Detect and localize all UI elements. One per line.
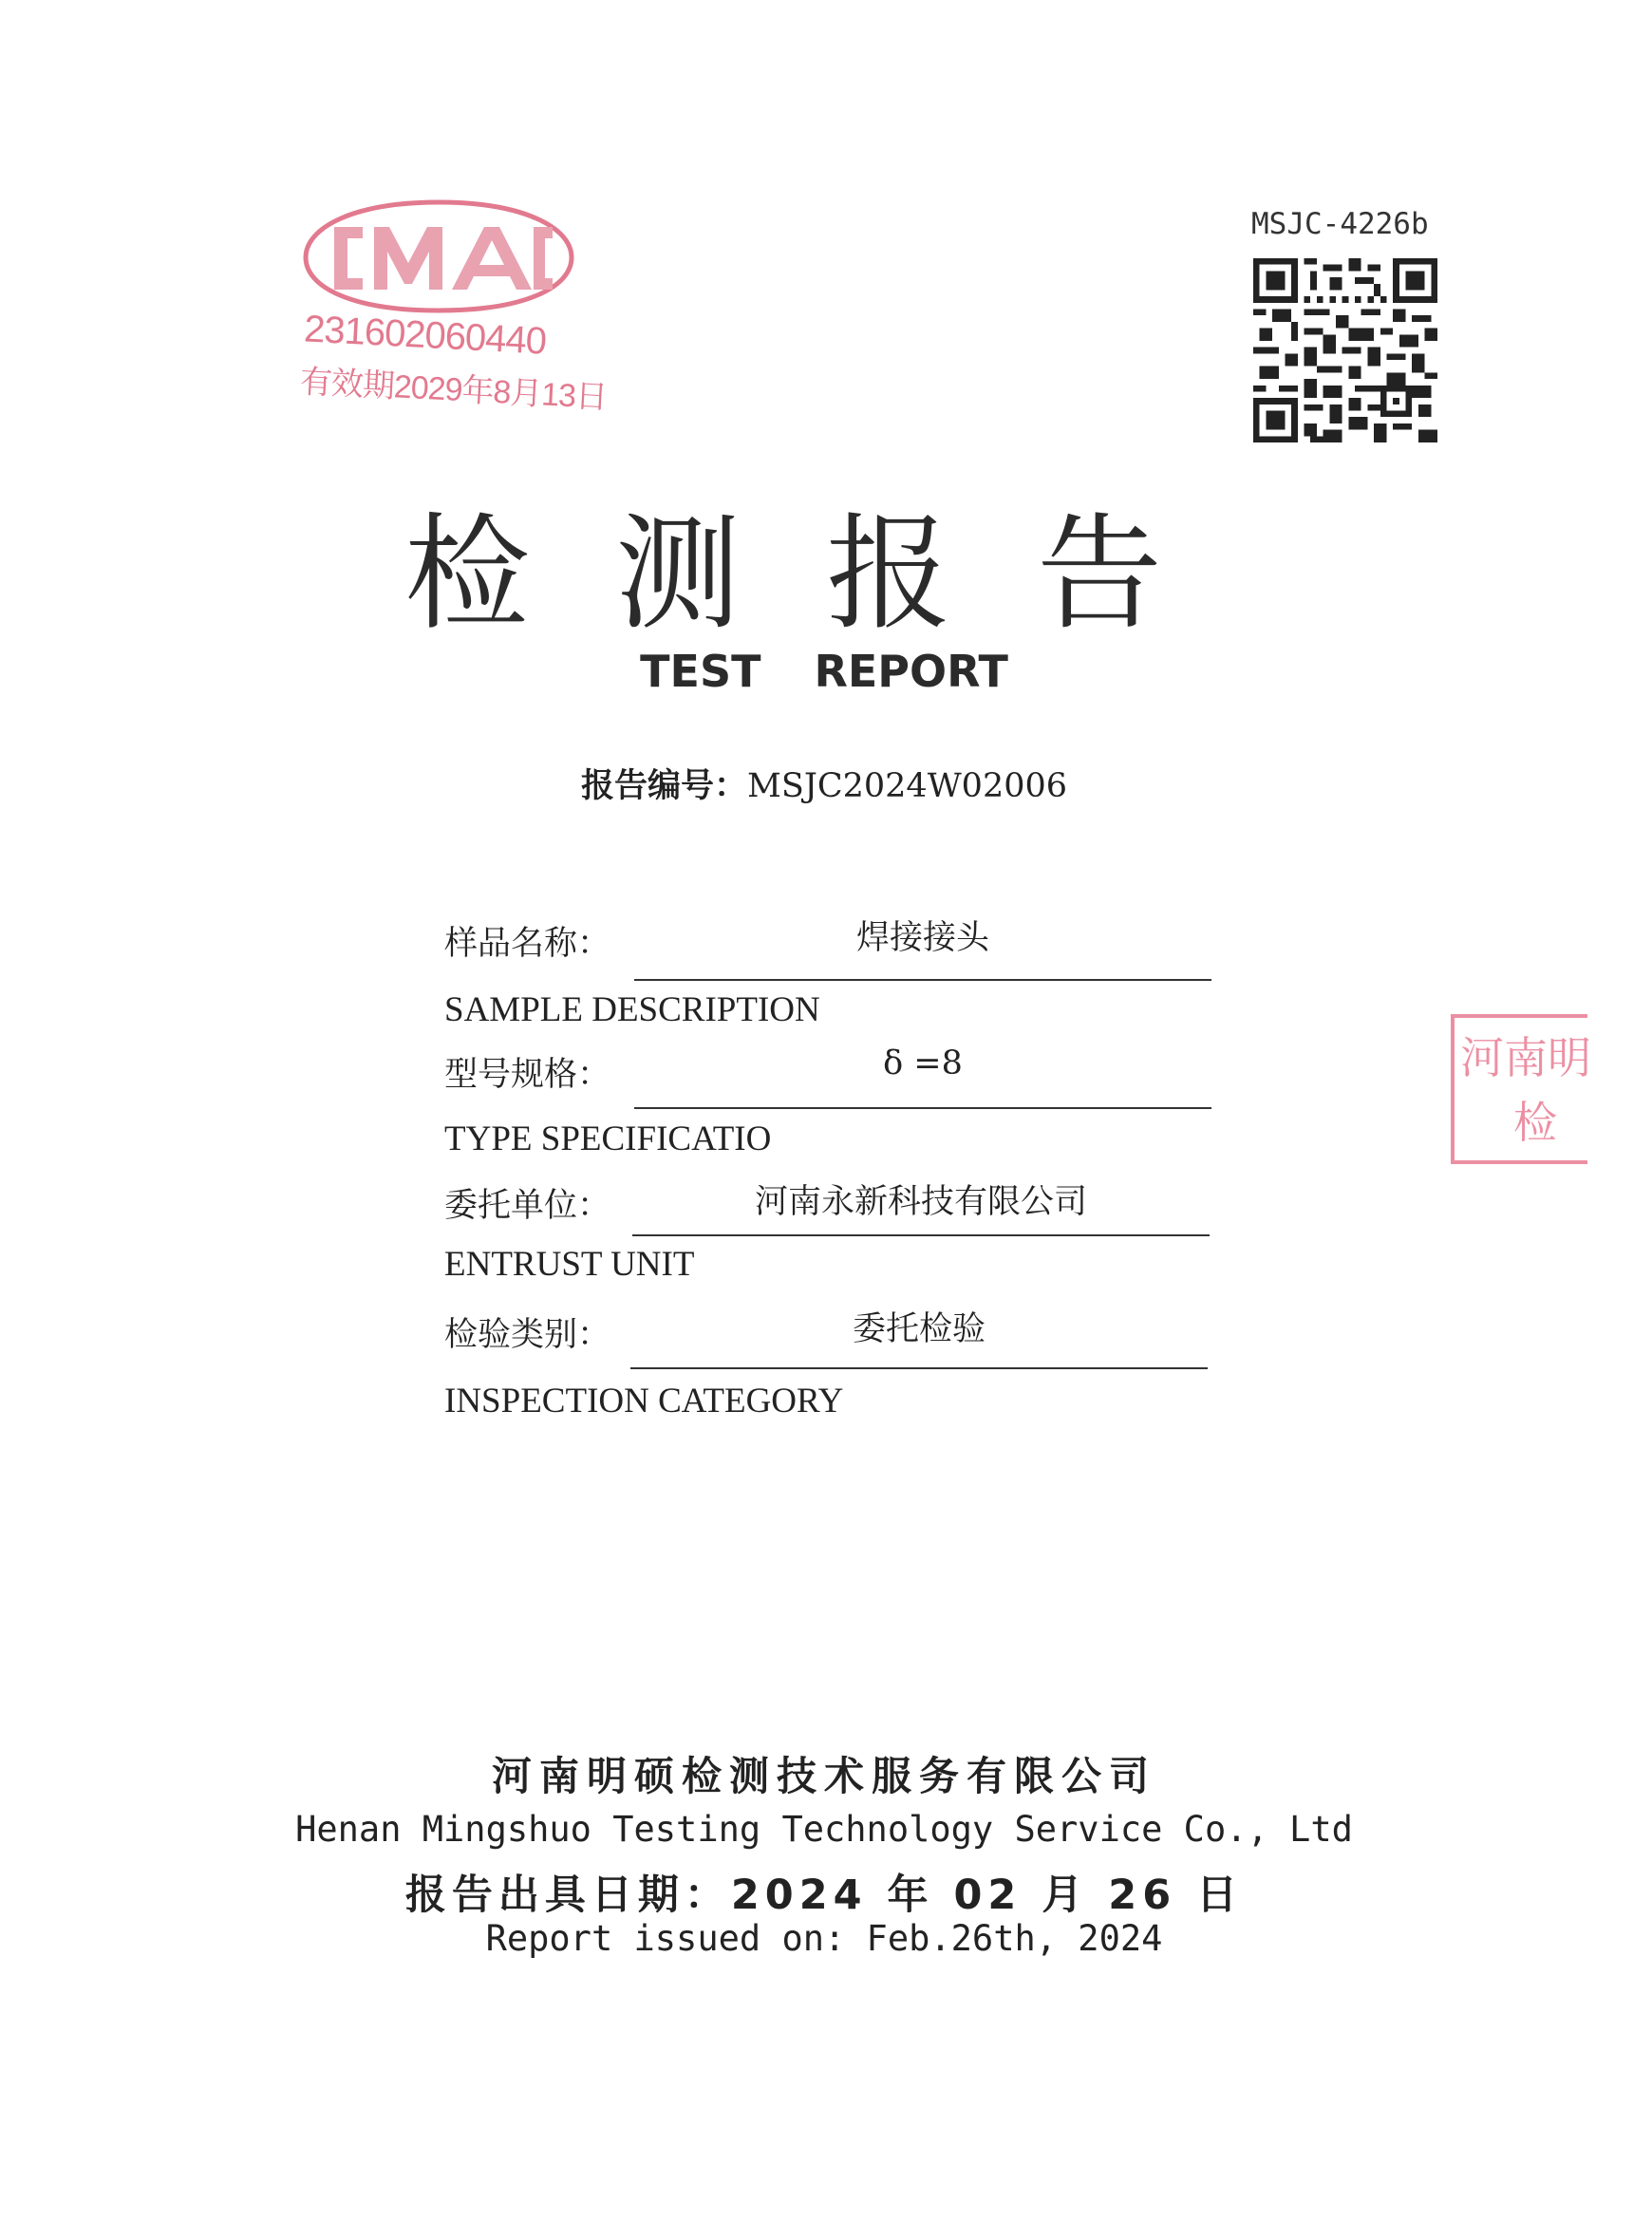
report-title-en: TEST REPORT — [640, 646, 1008, 697]
entrust-unit-label: 委托单位： — [444, 1187, 611, 1225]
report-title-cn: 检测报告 — [404, 501, 1248, 648]
entrust-unit-label-en: ENTRUST UNIT — [444, 1245, 695, 1284]
company-seal-partial — [1451, 1014, 1591, 1164]
issue-date-en: Report issued on: Feb.26th, 2024 — [485, 1918, 1163, 1959]
report-number-value: MSJC2024W02006 — [747, 767, 1068, 805]
type-spec-underline — [634, 1107, 1211, 1109]
sample-name-value: 焊接接头 — [855, 919, 989, 957]
qr-code-icon[interactable] — [1253, 258, 1437, 442]
issue-date-cn: 报告出具日期：2024 年 02 月 26 日 — [404, 1872, 1244, 1919]
sample-name-label: 样品名称： — [444, 925, 611, 963]
inspection-category-underline — [630, 1367, 1208, 1369]
type-spec-label: 型号规格： — [444, 1056, 611, 1094]
sample-name-label-en: SAMPLE DESCRIPTION — [444, 990, 820, 1029]
type-spec-label-en: TYPE SPECIFICATIO — [444, 1119, 772, 1158]
seal-line-1: 河南明 — [1460, 1032, 1591, 1083]
company-name-en: Henan Mingshuo Testing Technology Service Co., Ltd — [295, 1809, 1353, 1850]
report-number-label: 报告编号： — [580, 766, 747, 805]
inspection-category-value: 委托检验 — [852, 1310, 986, 1348]
inspection-category-label-en: INSPECTION CATEGORY — [444, 1382, 844, 1420]
cma-logo-icon — [296, 195, 581, 318]
entrust-unit-underline — [632, 1234, 1210, 1236]
report-number — [0, 760, 1648, 807]
form-code: MSJC-4226b — [1251, 207, 1429, 241]
entrust-unit-value: 河南永新科技有限公司 — [754, 1183, 1087, 1221]
cma-stamp-number: 231602060440 — [303, 308, 548, 363]
sample-name-underline — [634, 979, 1211, 981]
seal-line-2: 检 — [1513, 1097, 1557, 1148]
cma-stamp — [296, 195, 619, 442]
company-name-cn: 河南明硕检测技术服务有限公司 — [491, 1753, 1156, 1799]
type-spec-value: δ =8 — [883, 1044, 963, 1082]
cma-stamp-validity: 有效期2029年8月13日 — [299, 364, 608, 416]
inspection-category-label: 检验类别： — [444, 1316, 611, 1354]
